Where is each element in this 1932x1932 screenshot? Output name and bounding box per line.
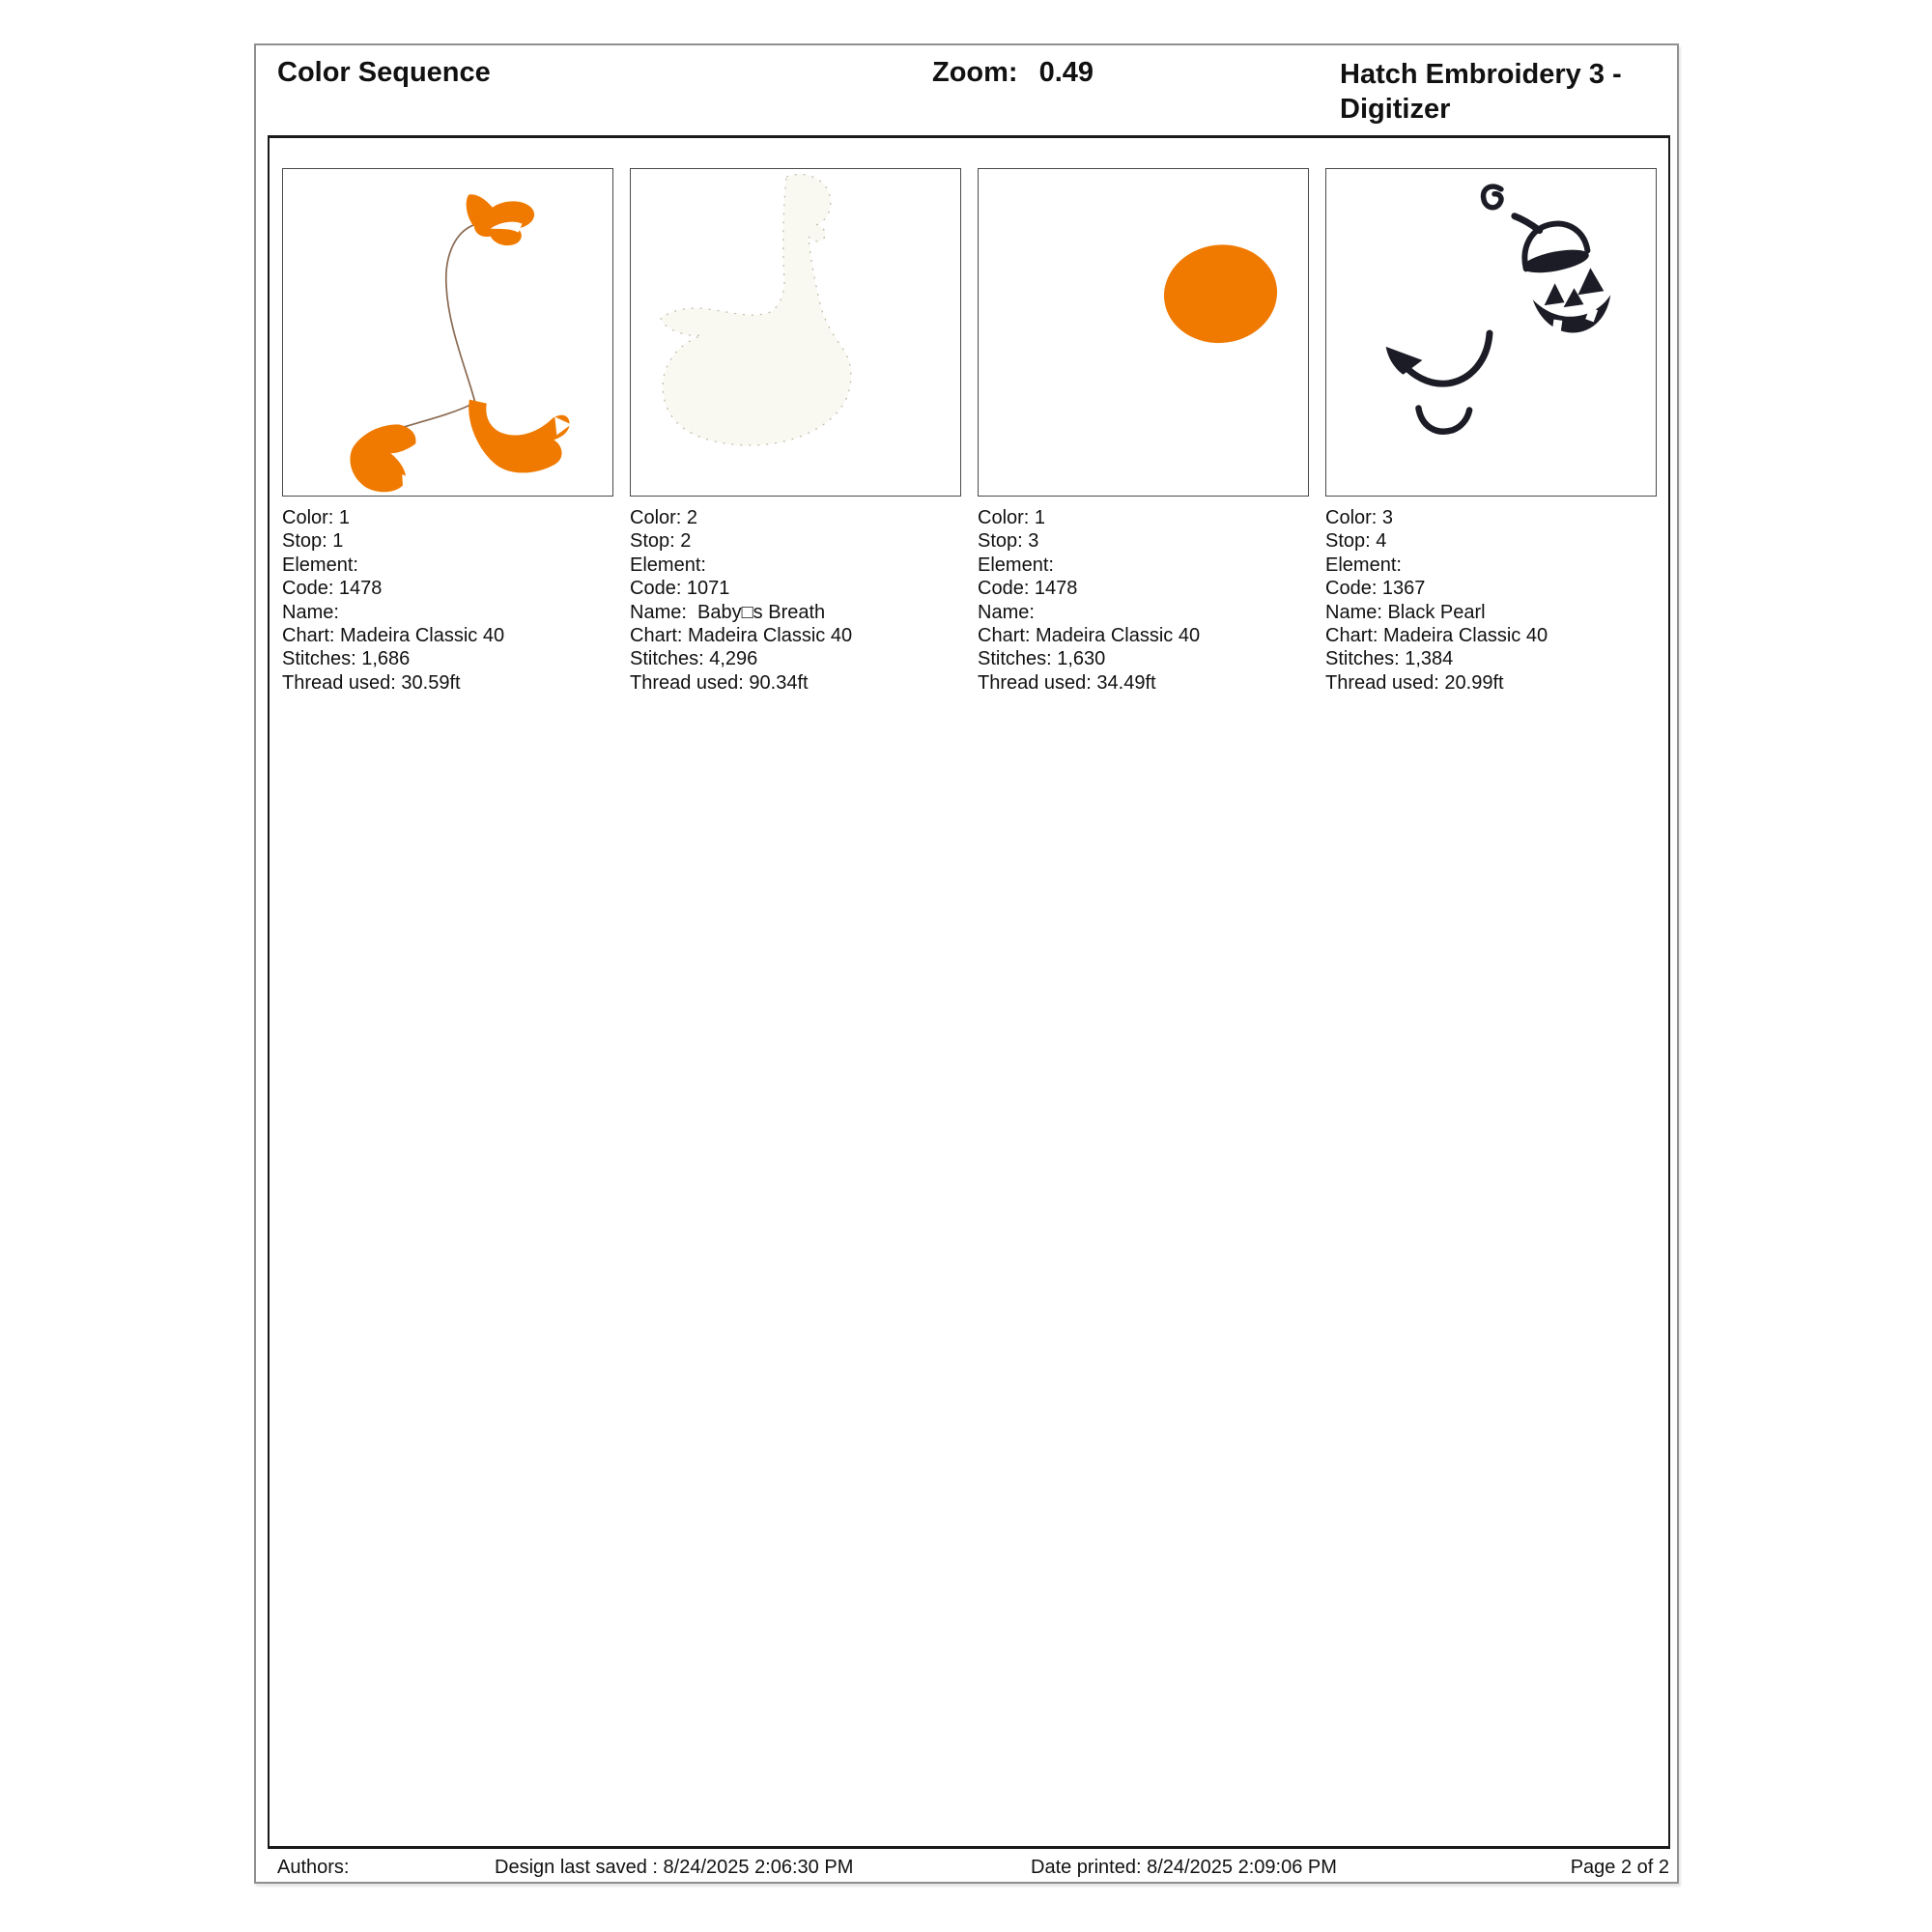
detail-line: Element:	[1325, 554, 1402, 576]
detail-line: Stop: 2	[630, 530, 692, 553]
detail-line: Stop: 1	[282, 530, 344, 553]
detail-line: Color: 1	[282, 507, 351, 528]
color-sequence-panel-4	[1325, 168, 1657, 695]
detail-line: Name:	[282, 601, 339, 623]
color-sequence-panel-1	[282, 168, 613, 695]
authors-label: Authors:	[277, 1857, 350, 1878]
detail-line: Color: 1	[978, 507, 1046, 528]
application-title: Hatch Embroidery 3 - Digitizer	[1340, 59, 1622, 125]
design-thumbnail-box	[282, 168, 613, 497]
black-details-thumbnail	[1326, 169, 1656, 496]
detail-line: Color: 3	[1325, 507, 1394, 528]
detail-line: Code: 1478	[282, 578, 383, 600]
detail-line: Element:	[978, 554, 1054, 576]
detail-line: Name: Baby□s Breath	[630, 601, 826, 623]
thread-details	[978, 506, 1309, 695]
orange-circle-thumbnail	[979, 169, 1308, 496]
detail-line: Thread used: 20.99ft	[1325, 671, 1504, 694]
thread-details	[1325, 506, 1657, 695]
color-sequence-frame	[268, 135, 1670, 1849]
detail-line: Element:	[282, 554, 358, 576]
zoom-value: 0.49	[1038, 57, 1094, 88]
detail-line: Chart: Madeira Classic 40	[630, 625, 853, 647]
detail-line: Stitches: 1,384	[1325, 648, 1454, 670]
duck-bill-and-feet-thumbnail	[283, 169, 612, 496]
page-number: Page 2 of 2	[1570, 1857, 1669, 1878]
detail-line: Stitches: 1,630	[978, 648, 1106, 670]
design-thumbnail-box	[978, 168, 1309, 497]
date-printed: Date printed: 8/24/2025 2:09:06 PM	[1031, 1857, 1337, 1878]
detail-line: Thread used: 90.34ft	[630, 671, 809, 694]
detail-line: Name: Black Pearl	[1325, 601, 1486, 623]
zoom-indicator	[932, 57, 1094, 89]
detail-line: Name:	[978, 601, 1035, 623]
thread-details	[282, 506, 613, 695]
page-title: Color Sequence	[277, 57, 491, 88]
detail-line: Code: 1367	[1325, 578, 1426, 600]
design-last-saved: Design last saved : 8/24/2025 2:06:30 PM	[495, 1857, 854, 1878]
detail-line: Stitches: 4,296	[630, 648, 758, 670]
design-thumbnail-box	[1325, 168, 1657, 497]
color-sequence-panel-2	[630, 168, 961, 695]
design-thumbnail-box	[630, 168, 961, 497]
color-sequence-panels	[282, 168, 1657, 695]
detail-line: Color: 2	[630, 507, 698, 528]
page-footer	[256, 1851, 1677, 1884]
color-sequence-panel-3	[978, 168, 1309, 695]
detail-line: Chart: Madeira Classic 40	[282, 625, 505, 647]
duck-body-thumbnail	[631, 169, 960, 496]
detail-line: Stitches: 1,686	[282, 648, 411, 670]
detail-line: Thread used: 30.59ft	[282, 671, 461, 694]
detail-line: Element:	[630, 554, 706, 576]
thread-details	[630, 506, 961, 695]
detail-line: Stop: 3	[978, 530, 1039, 553]
detail-line: Thread used: 34.49ft	[978, 671, 1156, 694]
zoom-label: Zoom:	[932, 57, 1018, 88]
detail-line: Stop: 4	[1325, 530, 1387, 553]
detail-line: Code: 1071	[630, 578, 730, 600]
print-preview-page	[254, 43, 1679, 1884]
detail-line: Chart: Madeira Classic 40	[978, 625, 1201, 647]
detail-line: Chart: Madeira Classic 40	[1325, 625, 1548, 647]
detail-line: Code: 1478	[978, 578, 1078, 600]
